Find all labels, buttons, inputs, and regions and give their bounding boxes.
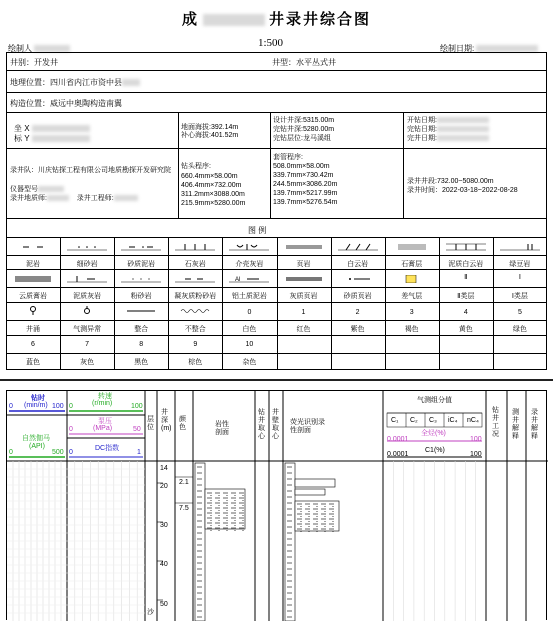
legend-label-r2-9: Ⅰ类层 xyxy=(511,293,528,300)
complete-date xyxy=(407,126,489,134)
casing-title: 套管程序: xyxy=(273,154,303,161)
dc-min: 0 xyxy=(69,449,73,456)
design-depth: 设计井深:5315.00m xyxy=(273,117,335,124)
legend-num-r4-4: 10 xyxy=(245,341,254,348)
legend-num-r3-8: 4 xyxy=(463,309,468,316)
casing-2: 339.7mm×730.42m xyxy=(273,172,334,179)
legend-label-r1-1: 细砂岩 xyxy=(76,261,98,268)
redacted-block xyxy=(122,79,140,86)
legend-symbol-r3-3 xyxy=(175,306,215,316)
drill-time-label: 钻时 xyxy=(31,395,45,402)
bit-title: 钻头程序: xyxy=(181,163,211,170)
legend-label-r3-1: 气测异常 xyxy=(73,326,102,333)
depth-tick-3: 40 xyxy=(160,561,168,568)
lithology-symbol-7 xyxy=(392,243,432,251)
legend-label-r1-0: 泥岩 xyxy=(26,261,40,268)
legend-label-r1-6: 白云岩 xyxy=(347,261,369,268)
legend-label-r3-6: 紫色 xyxy=(350,326,365,333)
legend-label-r1-2: 砂质泥岩 xyxy=(127,261,156,268)
bit-3: 311.2mm×3088.00m xyxy=(181,191,245,198)
lithology-symbol-8 xyxy=(446,243,486,251)
legend-sym-r2-9: Ⅰ xyxy=(518,274,521,281)
gas-col-0: C₁ xyxy=(391,417,399,424)
speed-max: 100 xyxy=(131,403,143,410)
lithology-symbol-r2-6 xyxy=(338,275,378,283)
gas-title: 气测组分值 xyxy=(417,397,452,404)
c1-max: 100 xyxy=(470,451,482,458)
speed-min: 0 xyxy=(69,403,73,410)
legend-label-r2-0: 云质膏岩 xyxy=(19,293,47,300)
lithology-symbol-r2-4 xyxy=(229,275,269,283)
legend-num-r3-5: 1 xyxy=(301,309,306,316)
log-tracks xyxy=(6,390,547,620)
casing-3: 244.5mm×3086.20m xyxy=(273,181,338,188)
pressure-min: 0 xyxy=(69,426,73,433)
fluor-header: 荧光识别录性剖面 xyxy=(290,419,325,434)
legend-label-r1-9: 绿豆岩 xyxy=(509,261,531,268)
interpret-header: 测井解释 xyxy=(512,409,519,440)
dc-label: DC指数 xyxy=(95,445,120,452)
gas-col-4: nC₄ xyxy=(467,417,479,424)
lithology-symbol-r2-7 xyxy=(392,275,432,283)
bit-4: 215.9mm×5280.00m xyxy=(181,200,246,207)
location-field xyxy=(10,77,140,88)
layer-mark: 沙 xyxy=(147,609,154,616)
final-layer: 完钻层位:龙马溪组 xyxy=(273,135,331,142)
legend-title: 图 例 xyxy=(248,226,267,235)
spud-date xyxy=(407,117,489,125)
redacted-block xyxy=(114,195,138,201)
lithology-symbol-3 xyxy=(175,243,215,251)
casing-1: 508.0mm×58.00m xyxy=(273,163,330,170)
scale-text: 1:500 xyxy=(258,37,284,49)
gamma-label: 自然伽马 xyxy=(22,435,50,442)
legend-label-r3-5: 红色 xyxy=(296,326,311,333)
lithology-symbol-r2-0 xyxy=(13,275,53,283)
legend-num-r4-3: 9 xyxy=(193,341,198,348)
instrument-model xyxy=(10,186,64,194)
pressure-max: 50 xyxy=(133,426,141,433)
legend-label-r4-1: 灰色 xyxy=(80,359,95,366)
log-time: 录井时间：2022-03-18~2022-08-28 xyxy=(407,187,518,194)
legend-label-r2-6: 砂质页岩 xyxy=(343,293,372,300)
legend-num-r3-7: 3 xyxy=(409,309,414,316)
legend-label-r2-2: 粉砂岩 xyxy=(130,293,152,300)
complete-date-label: 完钻日期: xyxy=(407,126,437,133)
gas-col-3: iC₄ xyxy=(448,417,458,424)
redacted-block xyxy=(437,117,489,123)
redacted-block xyxy=(203,14,265,26)
legend-label-r2-3: 凝灰质粉砂岩 xyxy=(174,293,217,300)
coord-y-label: 标 Y xyxy=(14,134,30,143)
lithology-symbol-r2-3 xyxy=(175,275,215,283)
depth-tick-0: 14 xyxy=(160,465,168,472)
legend-label-r1-7: 石膏层 xyxy=(401,261,423,268)
gamma-unit: (API) xyxy=(29,443,45,450)
redacted-block xyxy=(38,186,64,192)
gamma-min: 0 xyxy=(9,449,13,456)
geologist-label: 录井地质师: xyxy=(10,195,47,202)
lithology-symbol-5 xyxy=(284,243,324,251)
engineer-label: 录井工程师: xyxy=(76,195,114,202)
gamma-max: 500 xyxy=(52,449,64,456)
legend-num-r4-2: 8 xyxy=(139,341,144,348)
title-prefix: 成 xyxy=(181,11,199,28)
depth-header: 井深(m) xyxy=(161,409,172,432)
legend-label-r1-3: 石灰岩 xyxy=(184,261,206,268)
legend-symbol-r3-2 xyxy=(121,306,161,316)
color-mark-1: 2.1 xyxy=(179,479,189,486)
bit-2: 406.4mm×732.00m xyxy=(181,182,242,189)
redacted-block xyxy=(47,195,69,201)
legend-label-r4-4: 杂色 xyxy=(242,359,257,366)
legend-label-r2-7: 差气层 xyxy=(401,293,423,300)
legend-num-r4-1: 7 xyxy=(85,341,90,348)
legend-label-r3-2: 整合 xyxy=(134,326,149,333)
total-gas-label: 全烃(%) xyxy=(421,430,446,437)
spud-date-label: 开钻日期: xyxy=(407,117,437,124)
lithology-symbol-r2-2 xyxy=(121,275,161,283)
structure-location: 构造位置：威远中奥陶构造南翼 xyxy=(10,99,122,108)
lithology-header: 岩性剖面 xyxy=(215,421,229,436)
location-text: 地理位置：四川省内江市资中县 xyxy=(10,78,122,87)
depth-tick-4: 50 xyxy=(160,601,168,608)
drawer-label: 绘制人 xyxy=(8,44,32,53)
color-header: 颜色 xyxy=(179,416,186,431)
finish-date xyxy=(407,135,489,143)
legend-label-r3-4: 白色 xyxy=(242,326,257,333)
legend-label-r1-5: 页岩 xyxy=(296,261,311,268)
casing-5: 139.7mm×5276.54m xyxy=(273,199,338,206)
coord-x-label: 坐 X xyxy=(14,124,30,133)
lithology-symbol-4 xyxy=(229,243,269,251)
gas-col-1: C₂ xyxy=(410,417,418,424)
ground-elevation: 地面海拔:392.14m xyxy=(181,124,239,131)
log-team: 录井队：川庆钻探工程有限公司地质勘探开发研究院 xyxy=(10,167,171,174)
core-header: 钻井取心 xyxy=(258,409,265,440)
pressure-unit: (MPa) xyxy=(93,425,113,432)
legend-label-r2-1: 泥质灰岩 xyxy=(73,293,102,300)
drill-time-min: 0 xyxy=(9,403,13,410)
drill-eng-header: 钻井工况 xyxy=(492,407,499,438)
drill-time-unit: (min/m) xyxy=(24,402,48,409)
lithology-symbol-1 xyxy=(67,243,107,251)
redacted-block xyxy=(32,125,90,132)
finish-date-label: 完井日期: xyxy=(407,135,437,142)
legend-label-r1-8: 泥质白云岩 xyxy=(448,261,484,268)
legend-num-r3-4: 0 xyxy=(247,309,252,316)
date-label: 绘制日期: xyxy=(440,44,475,53)
casing-4: 139.7mm×5217.99m xyxy=(273,190,338,197)
kb-elevation: 补心海拔:401.52m xyxy=(181,132,239,139)
c1-label: C1(%) xyxy=(425,447,445,454)
section-divider xyxy=(0,379,553,381)
lithology-symbol-r2-5 xyxy=(284,275,324,283)
legend-num-r3-9: 5 xyxy=(517,309,522,316)
legend-symbol-r3-0 xyxy=(13,306,53,316)
sheet-title xyxy=(0,8,553,29)
lithology-symbol-0 xyxy=(13,243,53,251)
lithology-symbol-2 xyxy=(121,243,161,251)
sidewall-header: 井壁取心 xyxy=(272,409,279,440)
log-interpret-header: 录井解释 xyxy=(531,409,538,440)
coord-y xyxy=(14,133,90,144)
total-gas-max: 100 xyxy=(470,436,482,443)
drill-time-max: 100 xyxy=(52,403,64,410)
well-type: 井别：开发井 xyxy=(10,58,58,67)
legend-label-r1-4: 介壳灰岩 xyxy=(235,261,264,268)
geologist-field xyxy=(10,195,138,203)
legend-num-r4-0: 6 xyxy=(31,341,35,348)
legend-label-r2-8: Ⅱ类层 xyxy=(457,293,475,300)
legend-label-r2-4: 铝土质泥岩 xyxy=(231,293,267,300)
depth-tick-1: 20 xyxy=(160,483,168,490)
speed-unit: (r/min) xyxy=(92,400,113,407)
well-form: 井型：水平丛式井 xyxy=(272,58,336,67)
layer-header: 层位 xyxy=(147,416,154,431)
legend-label-r2-5: 灰质页岩 xyxy=(289,293,318,300)
legend-symbol-r3-1 xyxy=(67,306,107,316)
final-depth: 完钻井深:5280.00m xyxy=(273,126,335,133)
redacted-block xyxy=(437,126,489,132)
bit-1: 660.4mm×58.00m xyxy=(181,173,238,180)
instrument-label: 仪器型号 xyxy=(10,186,38,193)
legend-label-r3-8: 黄色 xyxy=(458,326,473,333)
speed-label: 转速 xyxy=(98,393,112,400)
legend-num-r3-6: 2 xyxy=(355,309,360,316)
title-suffix: 井录井综合图 xyxy=(269,11,372,28)
dc-max: 1 xyxy=(137,449,141,456)
color-mark-2: 7.5 xyxy=(179,505,189,512)
log-section: 录井井段:732.00~5080.00m xyxy=(407,178,494,185)
legend-label-r3-0: 井涌 xyxy=(26,326,40,333)
lithology-symbol-r2-1 xyxy=(67,275,107,283)
legend-label-r4-2: 黑色 xyxy=(134,359,149,366)
lithology-symbol-6 xyxy=(338,243,378,251)
legend-label-r3-9: 绿色 xyxy=(512,326,527,333)
pressure-label: 泵压 xyxy=(98,418,112,425)
legend-label-r4-3: 棕色 xyxy=(188,359,203,366)
svg-text:Al: Al xyxy=(235,277,241,283)
depth-tick-2: 30 xyxy=(160,522,168,529)
c1-min: 0.0001 xyxy=(387,451,409,458)
legend-sym-r2-8: Ⅱ xyxy=(464,274,468,281)
legend-label-r4-0: 蓝色 xyxy=(26,359,40,366)
legend-label-r3-3: 不整合 xyxy=(184,326,206,333)
gas-col-2: C₃ xyxy=(429,417,437,424)
lithology-symbol-9 xyxy=(500,243,540,251)
total-gas-min: 0.0001 xyxy=(387,436,409,443)
redacted-block xyxy=(32,135,90,142)
legend-label-r3-7: 褐色 xyxy=(404,326,419,333)
redacted-block xyxy=(437,135,489,141)
